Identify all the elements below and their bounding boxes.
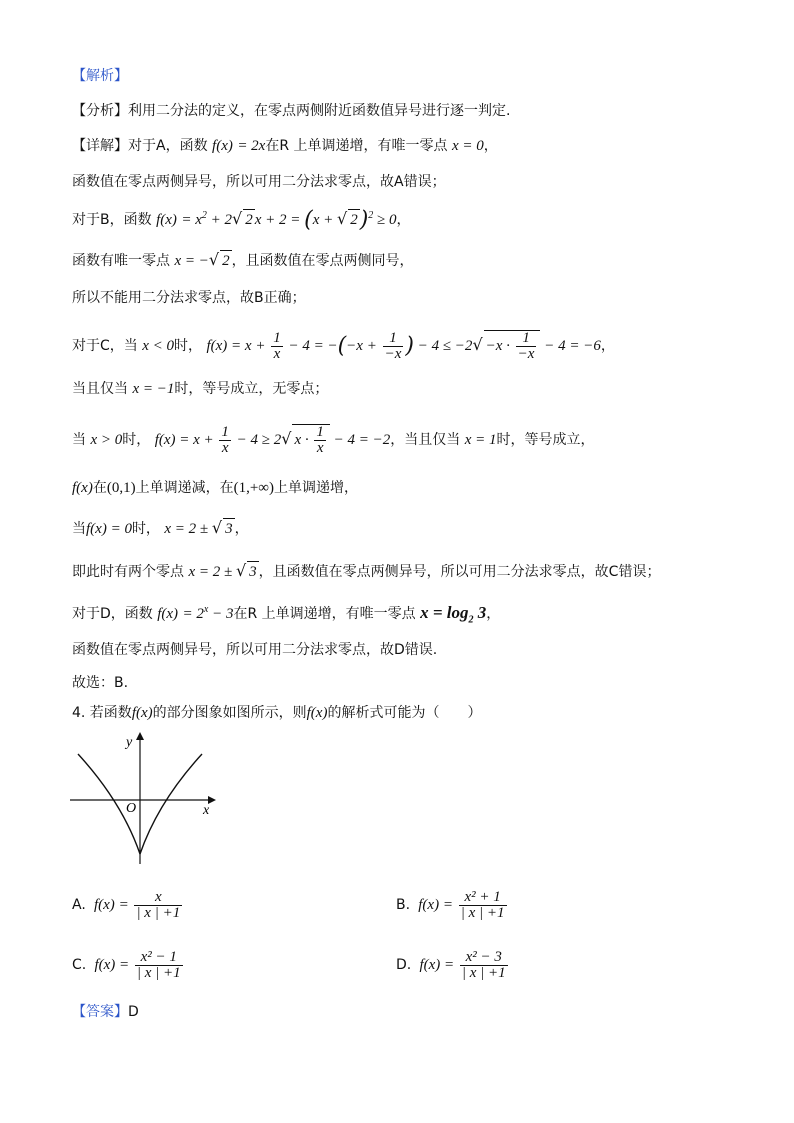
analysis-header: 【解析】 — [72, 68, 128, 84]
answer-line — [72, 1002, 139, 1022]
text: 对于B，函数 — [72, 212, 152, 228]
text: 时， — [131, 521, 160, 537]
math-b-expr: = $x^2 + 2√$ 2 x + 2 = (x + √ 2)$^2$ ≥ 0 — [181, 207, 397, 233]
line-7: 所以不能用二分法求零点，故B正确； — [72, 290, 306, 306]
math-fx: f(x) — [72, 480, 93, 496]
math-fx: f(x) — [157, 606, 179, 622]
math-fx0: f(x) = 0 — [86, 521, 132, 537]
math-2x: = 2x — [237, 138, 266, 154]
line-10 — [72, 424, 595, 456]
math-d-expr: = $2^x - 3$ — [182, 604, 234, 622]
fenxi-text: 利用二分法的定义，在零点两侧附近函数值异号进行逐一判定. — [128, 103, 511, 119]
line-5 — [72, 206, 411, 231]
math-fx: f(x) — [131, 705, 153, 721]
sqrt-3: 3 — [247, 561, 259, 582]
text: ， — [483, 138, 498, 154]
math-x-pm-text: x = 2 ± — [188, 564, 236, 580]
math-x-neg-sqrt2: x = −√ 2 — [174, 250, 230, 269]
fenxi-line — [72, 101, 510, 121]
line-14 — [72, 600, 500, 630]
line-11 — [72, 478, 358, 498]
text: 在R 上单调递增，有唯一零点 — [265, 138, 448, 154]
text: 函数有唯一零点 — [72, 253, 170, 269]
option-d-label: D. — [396, 956, 412, 973]
text: 当 — [72, 431, 86, 448]
option-b-formula: f(x) = $\frac{\text{x² + 1}}{| x | +1}$ — [418, 889, 505, 921]
option-d-den: | x | +1 — [461, 965, 506, 981]
text: ， — [486, 606, 501, 622]
math-c-expr: f(x) = x + $\frac{1}{x}$ − 4 = −(−x + $\frac{1}{-x}$ ) − 4 ≤ −2√ −x · $\frac{1}{-x}$ − 4 = −6 — [206, 330, 601, 362]
option-a-den: | x | +1 — [136, 905, 181, 921]
option-b — [396, 890, 509, 921]
math-x1: x = 1 — [464, 431, 497, 448]
option-c-label: C. — [72, 956, 87, 973]
text: 的解析式可能为（ ） — [327, 705, 482, 721]
math-x-m1: x = −1 — [132, 381, 175, 397]
option-c — [72, 950, 185, 981]
math-fx: f(x) — [206, 337, 228, 354]
math-int1inf: (1,+∞) — [233, 480, 274, 496]
math-xgt0: x > 0 — [90, 431, 123, 448]
text: ， — [234, 521, 249, 537]
text: ，且函数值在零点两侧异号，所以可用二分法求零点，故C错误； — [258, 564, 661, 580]
function-graph — [70, 732, 220, 867]
math-c2-expr: f(x) = x + $\frac{1}{x}$ − 4 ≥ 2√ x · $\frac{1}{x}$ − 4 = −2 — [154, 424, 391, 456]
origin-label: O — [126, 801, 137, 816]
math-x-pm: x = 2 ± √ 3 — [164, 518, 233, 537]
option-c-den: | x | +1 — [136, 965, 181, 981]
text: 对于D，函数 — [72, 606, 153, 622]
line-13 — [72, 561, 660, 582]
math-fx: f(x) — [418, 896, 440, 913]
text: 在 — [92, 480, 107, 496]
math-fx: f(x) — [419, 956, 441, 973]
text: 上单调递增， — [273, 480, 358, 496]
fenxi-tag: 【分析】 — [72, 103, 128, 119]
math-x0: x = 0 — [451, 138, 484, 154]
text: 上单调递减，在 — [135, 480, 234, 496]
option-b-num: x² + 1 — [459, 890, 507, 906]
x-label: x — [203, 803, 210, 818]
text: 即此时有两个零点 — [72, 564, 184, 580]
line-8 — [72, 330, 615, 362]
text: 对于C，当 — [72, 337, 138, 354]
text: 时， — [122, 431, 151, 448]
math-log-base: 2 — [468, 614, 474, 626]
line-16: 故选：B. — [72, 675, 129, 691]
math-log-text: x = log — [420, 603, 469, 622]
option-a — [72, 890, 184, 921]
y-label: y — [126, 735, 133, 750]
option-c-num: x² − 1 — [135, 950, 183, 966]
option-b-den: | x | +1 — [460, 905, 505, 921]
line-9 — [72, 379, 328, 399]
math-fx: f(x) — [93, 896, 115, 913]
math-log — [420, 603, 487, 626]
math-x-neg: x = − — [174, 253, 209, 269]
y-axis-arrow — [136, 732, 144, 740]
math-fx: f(x) — [94, 956, 116, 973]
text: 当 — [72, 521, 86, 537]
option-d — [396, 950, 510, 981]
math-x-pm-text: x = 2 ± — [164, 521, 212, 537]
option-d-num: x² − 3 — [460, 950, 508, 966]
text: 4. 若函数 — [72, 705, 132, 721]
text: ，且函数值在零点两侧同号， — [231, 253, 414, 269]
option-b-label: B. — [396, 896, 411, 913]
answer-tag: 【答案】 — [72, 1004, 128, 1020]
option-a-label: A. — [72, 896, 86, 913]
line-15: 函数值在零点两侧异号，所以可用二分法求零点，故D错误. — [72, 642, 438, 658]
line-6 — [72, 250, 414, 271]
math-fx: f(x) — [212, 138, 233, 154]
sqrt-2: 2 — [220, 250, 232, 271]
math-int01: (0,1) — [106, 480, 136, 496]
math-log-arg: 3 — [473, 603, 487, 622]
text: ，当且仅当 — [390, 431, 461, 448]
text: 对于A，函数 — [128, 138, 208, 154]
math-fx: f(x) — [306, 705, 328, 721]
text: ， — [600, 337, 615, 354]
text: ， — [396, 212, 411, 228]
text: 当且仅当 — [72, 381, 128, 397]
answer-value: D — [128, 1004, 139, 1020]
text: 时，等号成立， — [496, 431, 595, 448]
question-4 — [72, 703, 481, 723]
option-a-num: x — [134, 890, 182, 906]
math-fx: f(x) — [154, 431, 176, 448]
option-d-formula: f(x) = $\frac{\text{x² − 3}}{| x | +1}$ — [419, 949, 506, 981]
math-fx: f(x) — [156, 212, 177, 228]
detail-line-a — [72, 136, 498, 156]
option-a-formula: f(x) = $\frac{x}{| x | +1}$ — [93, 889, 181, 921]
text: 时，等号成立，无零点； — [174, 381, 329, 397]
line-4: 函数值在零点两侧异号，所以可用二分法求零点，故A错误； — [72, 174, 446, 190]
text: 时， — [174, 337, 203, 354]
math-x-pm: x = 2 ± √ 3 — [188, 561, 257, 580]
sqrt-3: 3 — [223, 518, 235, 539]
text: 的部分图象如图所示，则 — [152, 705, 307, 721]
curve-right — [140, 754, 202, 854]
text: 在R 上单调递增，有唯一零点 — [233, 606, 416, 622]
line-12 — [72, 518, 249, 539]
xiangjie-tag: 【详解】 — [72, 138, 128, 154]
math-xlt0: x < 0 — [142, 337, 175, 354]
option-c-formula: f(x) = $\frac{\text{x² − 1}}{| x | +1}$ — [94, 949, 181, 981]
